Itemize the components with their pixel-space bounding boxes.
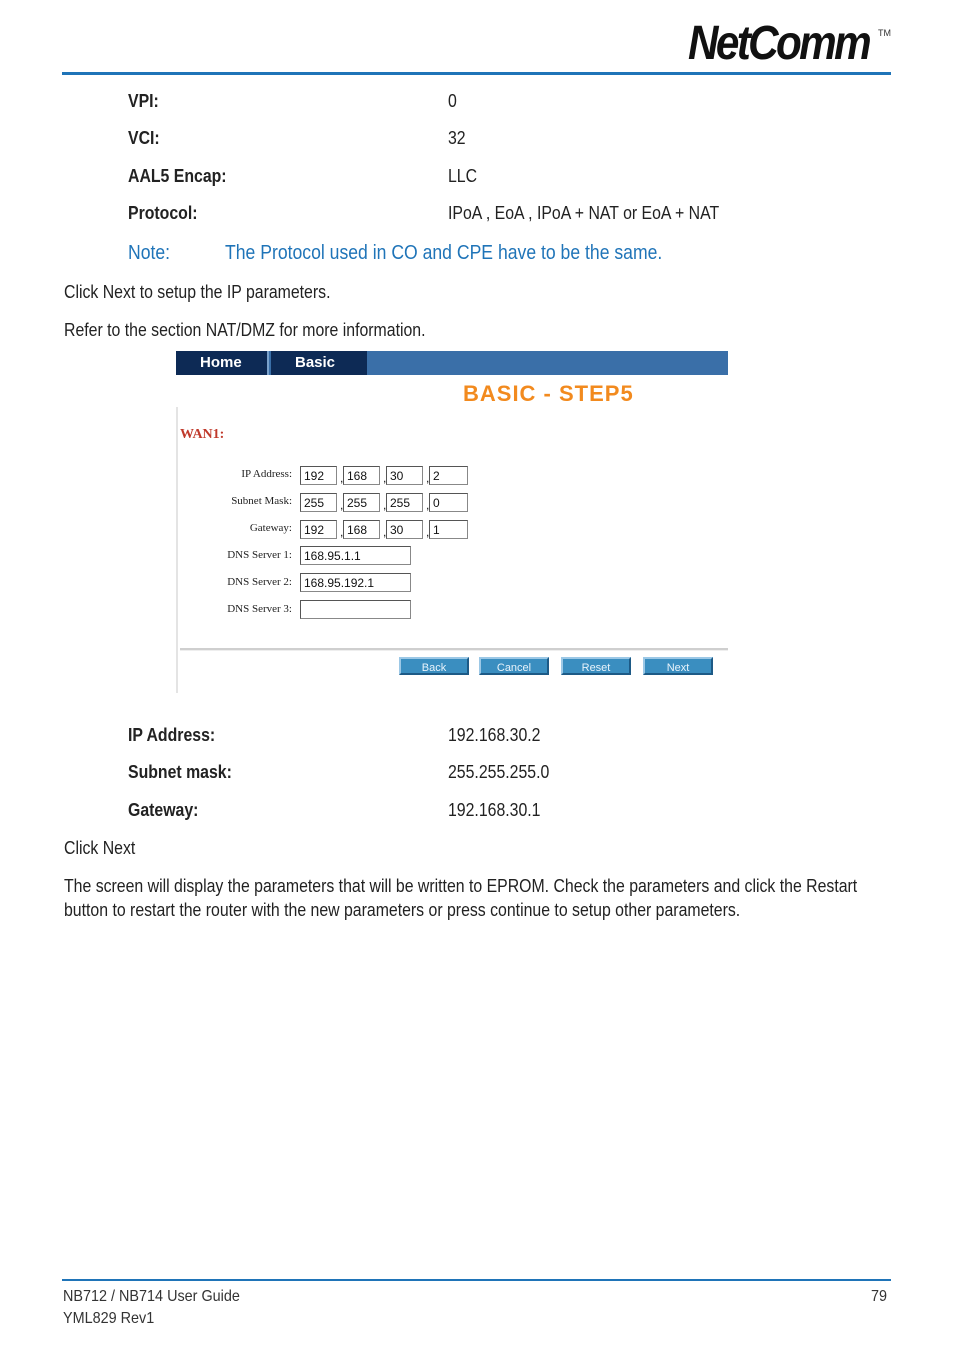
dns2-label: DNS Server 2: <box>227 576 292 588</box>
dns2-input[interactable]: 168.95.192.1 <box>300 573 411 592</box>
note-text: The Protocol used in CO and CPE have to be the same. <box>225 242 663 264</box>
reset-button[interactable]: Reset <box>561 657 631 675</box>
nav-bar <box>176 351 728 375</box>
form-separator <box>180 648 728 651</box>
dns3-input[interactable] <box>300 600 411 619</box>
mask-octet-2[interactable]: 255 <box>343 493 380 512</box>
step-title: BASIC - STEP5 <box>463 381 634 406</box>
next-button[interactable]: Next <box>643 657 713 675</box>
text-eprom-line1: The screen will display the parameters that will be written to EPROM. Check the parameters and click the Restart <box>64 876 858 896</box>
vpi-value: 0 <box>448 91 457 111</box>
wan1-heading: WAN1: <box>180 427 225 442</box>
dns1-label: DNS Server 1: <box>227 549 292 561</box>
netcomm-logo: NetComm <box>688 17 870 70</box>
header-rule <box>62 72 891 75</box>
subnet-mask-label: Subnet Mask: <box>231 495 292 507</box>
tab-basic[interactable]: Basic <box>271 351 367 375</box>
gateway-label: Gateway: <box>249 522 292 534</box>
ip-octet-3[interactable]: 30 <box>386 466 423 485</box>
back-button[interactable]: Back <box>399 657 469 675</box>
protocol-label: Protocol: <box>128 203 198 223</box>
footer-rule <box>62 1279 891 1281</box>
footer-guide: NB712 / NB714 User Guide <box>63 1288 240 1305</box>
vci-value: 32 <box>448 128 466 148</box>
gateway-param-value: 192.168.30.1 <box>448 800 541 820</box>
subnet-mask-param-value: 255.255.255.0 <box>448 762 550 782</box>
vci-label: VCI: <box>128 128 160 148</box>
mask-octet-1[interactable]: 255 <box>300 493 337 512</box>
text-eprom-line2: button to restart the router with the new parameters or press continue to setup other parameters. <box>64 900 741 920</box>
ip-address-param-value: 192.168.30.2 <box>448 725 541 745</box>
footer-revision: YML829 Rev1 <box>63 1310 155 1327</box>
aal5-value: LLC <box>448 166 478 186</box>
gw-octet-1[interactable]: 192 <box>300 520 337 539</box>
gateway-param-label: Gateway: <box>128 800 199 820</box>
left-border <box>176 407 178 693</box>
dns3-label: DNS Server 3: <box>227 603 292 615</box>
basic-step5-screenshot: Home Basic BASIC - STEP5 WAN1: IP Address: 192 , 168 , 30 , 2 Subnet Mask: 255 , 255 , 255 , 0 Gateway: 192 , 168 , 30 , 1 DNS Server 1: 168.95.1.1 DNS Server 2: 168.95.192.1 DNS Server 3: Back Cancel Reset Next <box>176 351 728 693</box>
ip-address-label: IP Address: <box>241 468 292 480</box>
gw-octet-4[interactable]: 1 <box>429 520 468 539</box>
protocol-value: IPoA , EoA , IPoA + NAT or EoA + NAT <box>448 203 720 223</box>
ip-octet-1[interactable]: 192 <box>300 466 337 485</box>
aal5-label: AAL5 Encap: <box>128 166 227 186</box>
dns1-input[interactable]: 168.95.1.1 <box>300 546 411 565</box>
trademark-mark: TM <box>878 28 891 38</box>
cancel-button[interactable]: Cancel <box>479 657 549 675</box>
mask-octet-4[interactable]: 0 <box>429 493 468 512</box>
text-click-next-setup: Click Next to setup the IP parameters. <box>64 282 331 302</box>
vpi-label: VPI: <box>128 91 159 111</box>
text-refer-nat: Refer to the section NAT/DMZ for more information. <box>64 320 426 340</box>
mask-octet-3[interactable]: 255 <box>386 493 423 512</box>
tab-home[interactable]: Home <box>176 351 269 375</box>
ip-address-param-label: IP Address: <box>128 725 216 745</box>
page-number: 79 <box>871 1288 888 1305</box>
subnet-mask-param-label: Subnet mask: <box>128 762 232 782</box>
gw-octet-2[interactable]: 168 <box>343 520 380 539</box>
ip-octet-2[interactable]: 168 <box>343 466 380 485</box>
text-click-next: Click Next <box>64 838 136 858</box>
gw-octet-3[interactable]: 30 <box>386 520 423 539</box>
ip-octet-4[interactable]: 2 <box>429 466 468 485</box>
note-label: Note: <box>128 242 171 264</box>
